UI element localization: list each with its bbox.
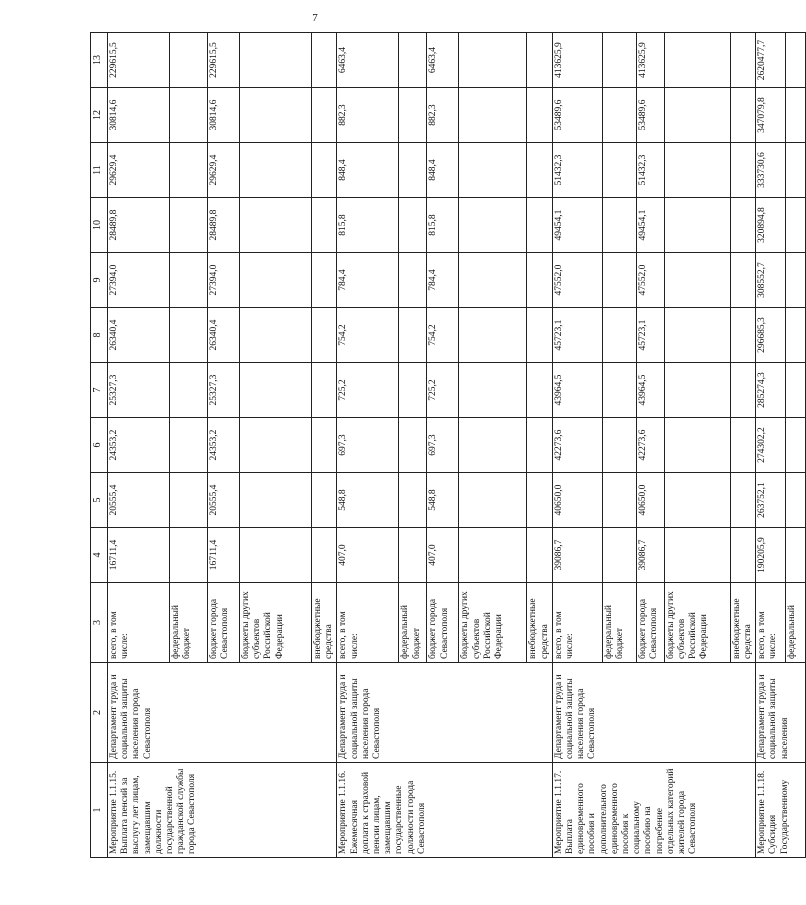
amount-cell <box>170 143 208 198</box>
amount-cell <box>240 473 312 528</box>
amount-cell: 882,3 <box>427 88 459 143</box>
amount-cell <box>240 418 312 473</box>
funding-source-cell: бюджеты других субъектов Российской Федерации <box>664 583 730 663</box>
amount-cell: 43964,5 <box>552 363 602 418</box>
amount-cell <box>399 253 427 308</box>
amount-cell: 51432,3 <box>636 143 664 198</box>
column-header: 4 <box>91 528 108 583</box>
amount-cell: 49454,1 <box>636 198 664 253</box>
funding-source-cell: всего, в том числе: <box>552 583 602 663</box>
amount-cell <box>459 253 527 308</box>
amount-cell: 407,0 <box>427 528 459 583</box>
amount-cell <box>664 528 730 583</box>
amount-cell <box>170 308 208 363</box>
column-header: 7 <box>91 363 108 418</box>
amount-cell: 51432,3 <box>552 143 602 198</box>
amount-cell <box>602 88 636 143</box>
amount-cell: 24353,2 <box>108 418 170 473</box>
amount-cell: 20555,4 <box>208 473 240 528</box>
amount-cell <box>240 308 312 363</box>
amount-cell: 548,8 <box>337 473 399 528</box>
amount-cell: 40650,0 <box>552 473 602 528</box>
amount-cell <box>602 253 636 308</box>
amount-cell: 27394,0 <box>208 253 240 308</box>
amount-cell <box>399 88 427 143</box>
column-header: 3 <box>91 583 108 663</box>
amount-cell <box>459 33 527 88</box>
amount-cell <box>527 528 552 583</box>
amount-cell <box>399 198 427 253</box>
amount-cell <box>527 308 552 363</box>
amount-cell: 43964,5 <box>636 363 664 418</box>
amount-cell: 42273,6 <box>636 418 664 473</box>
amount-cell <box>240 198 312 253</box>
amount-cell: 784,4 <box>337 253 399 308</box>
amount-cell: 413625,9 <box>636 33 664 88</box>
amount-cell <box>240 88 312 143</box>
amount-cell <box>730 418 755 473</box>
amount-cell: 274302,2 <box>756 418 786 473</box>
amount-cell <box>399 473 427 528</box>
amount-cell <box>786 473 806 528</box>
funding-source-cell: федеральный бюджет <box>399 583 427 663</box>
measure-name-cell: Мероприятие 1.1.17. Выплата единовременного пособия и дополнительного единовременного пособия к социальному пособию на погребение отдельных категорий жителей города Севастополя <box>552 763 755 858</box>
amount-cell: 285274,3 <box>756 363 786 418</box>
amount-cell <box>312 33 337 88</box>
amount-cell <box>786 253 806 308</box>
funding-source-cell: бюджет города Севастополя <box>427 583 459 663</box>
amount-cell: 754,2 <box>427 308 459 363</box>
amount-cell: 53489,6 <box>636 88 664 143</box>
amount-cell: 29629,4 <box>208 143 240 198</box>
amount-cell: 320894,8 <box>756 198 786 253</box>
amount-cell <box>786 363 806 418</box>
amount-cell <box>240 253 312 308</box>
amount-cell <box>730 363 755 418</box>
measure-name-cell: Мероприятие 1.1.15. Выплата пенсий за выслугу лет лицам, замещавшим должности государственной гражданской службы города Севастополя <box>108 763 337 858</box>
amount-cell <box>730 308 755 363</box>
amount-cell <box>459 528 527 583</box>
amount-cell <box>312 198 337 253</box>
funding-source-cell: всего, в том числе: <box>108 583 170 663</box>
amount-cell <box>602 528 636 583</box>
amount-cell: 190205,9 <box>756 528 786 583</box>
funding-source-cell: бюджеты других субъектов Российской Федерации <box>240 583 312 663</box>
funding-source-cell: бюджет города Севастополя <box>636 583 664 663</box>
amount-cell <box>170 33 208 88</box>
amount-cell: 20555,4 <box>108 473 170 528</box>
amount-cell <box>602 418 636 473</box>
amount-cell <box>786 418 806 473</box>
amount-cell <box>170 418 208 473</box>
amount-cell: 784,4 <box>427 253 459 308</box>
amount-cell: 548,8 <box>427 473 459 528</box>
amount-cell <box>786 308 806 363</box>
amount-cell: 725,2 <box>337 363 399 418</box>
amount-cell: 263752,1 <box>756 473 786 528</box>
rotated-table-container <box>90 33 798 858</box>
amount-cell: 30814,6 <box>108 88 170 143</box>
amount-cell <box>170 198 208 253</box>
amount-cell <box>602 308 636 363</box>
amount-cell <box>399 143 427 198</box>
amount-cell: 2620477,7 <box>756 33 786 88</box>
amount-cell: 308552,7 <box>756 253 786 308</box>
column-header: 12 <box>91 88 108 143</box>
amount-cell <box>664 253 730 308</box>
amount-cell <box>527 363 552 418</box>
amount-cell <box>459 308 527 363</box>
executor-cell: Департамент труда и социальной защиты населения <box>756 663 806 763</box>
funding-source-cell: федеральный бюджет <box>602 583 636 663</box>
amount-cell <box>459 88 527 143</box>
amount-cell <box>312 528 337 583</box>
amount-cell: 42273,6 <box>552 418 602 473</box>
amount-cell: 26340,4 <box>208 308 240 363</box>
amount-cell <box>312 143 337 198</box>
amount-cell <box>527 143 552 198</box>
funding-source-cell: федеральный бюджет <box>170 583 208 663</box>
executor-cell: Департамент труда и социальной защиты населения города Севастополя <box>337 663 552 763</box>
column-header: 13 <box>91 33 108 88</box>
amount-cell <box>786 143 806 198</box>
column-header: 1 <box>91 763 108 858</box>
amount-cell <box>664 363 730 418</box>
amount-cell: 848,4 <box>337 143 399 198</box>
amount-cell <box>170 363 208 418</box>
amount-cell <box>312 253 337 308</box>
funding-source-cell: внебюджетные средства <box>527 583 552 663</box>
amount-cell <box>240 528 312 583</box>
amount-cell: 39086,7 <box>552 528 602 583</box>
table-row <box>337 33 399 858</box>
amount-cell <box>399 363 427 418</box>
amount-cell: 16711,4 <box>208 528 240 583</box>
amount-cell <box>170 473 208 528</box>
amount-cell <box>459 418 527 473</box>
amount-cell: 229615,5 <box>208 33 240 88</box>
amount-cell: 413625,9 <box>552 33 602 88</box>
executor-cell: Департамент труда и социальной защиты населения города Севастополя <box>552 663 755 763</box>
amount-cell <box>786 33 806 88</box>
amount-cell: 28489,8 <box>208 198 240 253</box>
funding-source-cell: внебюджетные средства <box>312 583 337 663</box>
column-header: 5 <box>91 473 108 528</box>
funding-source-cell: бюджеты других субъектов Российской Федерации <box>459 583 527 663</box>
amount-cell <box>602 473 636 528</box>
amount-cell <box>664 198 730 253</box>
column-header: 8 <box>91 308 108 363</box>
amount-cell <box>664 143 730 198</box>
amount-cell: 16711,4 <box>108 528 170 583</box>
amount-cell <box>399 33 427 88</box>
amount-cell <box>730 528 755 583</box>
funding-source-cell: бюджет города Севастополя <box>208 583 240 663</box>
amount-cell <box>527 473 552 528</box>
page-number: 7 <box>312 12 318 24</box>
amount-cell: 26340,4 <box>108 308 170 363</box>
amount-cell <box>399 418 427 473</box>
amount-cell <box>730 33 755 88</box>
amount-cell: 45723,1 <box>552 308 602 363</box>
amount-cell: 229615,5 <box>108 33 170 88</box>
amount-cell <box>664 88 730 143</box>
amount-cell <box>664 418 730 473</box>
column-header: 11 <box>91 143 108 198</box>
amount-cell: 407,0 <box>337 528 399 583</box>
amount-cell <box>527 88 552 143</box>
amount-cell <box>602 198 636 253</box>
amount-cell: 45723,1 <box>636 308 664 363</box>
amount-cell: 27394,0 <box>108 253 170 308</box>
column-header: 6 <box>91 418 108 473</box>
amount-cell <box>730 143 755 198</box>
amount-cell: 30814,6 <box>208 88 240 143</box>
amount-cell <box>664 33 730 88</box>
amount-cell <box>786 88 806 143</box>
amount-cell: 725,2 <box>427 363 459 418</box>
amount-cell <box>664 473 730 528</box>
amount-cell: 53489,6 <box>552 88 602 143</box>
amount-cell: 882,3 <box>337 88 399 143</box>
amount-cell <box>399 528 427 583</box>
amount-cell <box>527 33 552 88</box>
amount-cell <box>399 308 427 363</box>
table-row <box>756 33 786 858</box>
amount-cell <box>527 418 552 473</box>
amount-cell: 848,4 <box>427 143 459 198</box>
amount-cell <box>602 143 636 198</box>
amount-cell <box>527 253 552 308</box>
table-row <box>108 33 170 858</box>
program-funding-table <box>90 32 806 858</box>
amount-cell <box>170 253 208 308</box>
executor-cell: Департамент труда и социальной защиты населения города Севастополя <box>108 663 337 763</box>
amount-cell <box>459 198 527 253</box>
funding-source-cell: всего, в том числе: <box>337 583 399 663</box>
amount-cell: 6463,4 <box>427 33 459 88</box>
amount-cell <box>730 473 755 528</box>
column-header: 2 <box>91 663 108 763</box>
funding-source-cell: федеральный <box>786 583 806 663</box>
amount-cell <box>602 363 636 418</box>
amount-cell <box>459 363 527 418</box>
measure-name-cell: Мероприятие 1.1.16. Ежемесячная доплата к страховой пенсии лицам, замещавшим государственные должности города Севастополя <box>337 763 552 858</box>
amount-cell <box>312 88 337 143</box>
column-header: 10 <box>91 198 108 253</box>
amount-cell: 333730,6 <box>756 143 786 198</box>
amount-cell <box>459 143 527 198</box>
amount-cell <box>730 253 755 308</box>
amount-cell: 47552,0 <box>552 253 602 308</box>
amount-cell: 697,3 <box>337 418 399 473</box>
amount-cell <box>786 198 806 253</box>
amount-cell <box>170 88 208 143</box>
amount-cell: 49454,1 <box>552 198 602 253</box>
amount-cell: 28489,8 <box>108 198 170 253</box>
amount-cell: 24353,2 <box>208 418 240 473</box>
amount-cell: 815,8 <box>427 198 459 253</box>
amount-cell: 25327,3 <box>208 363 240 418</box>
amount-cell <box>240 33 312 88</box>
amount-cell: 6463,4 <box>337 33 399 88</box>
amount-cell <box>730 88 755 143</box>
measure-name-cell: Мероприятие 1.1.18. Субсидия Государственному <box>756 763 806 858</box>
column-number-row <box>91 33 108 858</box>
amount-cell: 40650,0 <box>636 473 664 528</box>
amount-cell <box>459 473 527 528</box>
amount-cell: 815,8 <box>337 198 399 253</box>
amount-cell <box>170 528 208 583</box>
amount-cell: 754,2 <box>337 308 399 363</box>
amount-cell <box>312 473 337 528</box>
amount-cell <box>786 528 806 583</box>
amount-cell <box>312 363 337 418</box>
amount-cell: 47552,0 <box>636 253 664 308</box>
funding-source-cell: внебюджетные средства <box>730 583 755 663</box>
amount-cell: 29629,4 <box>108 143 170 198</box>
amount-cell: 347079,8 <box>756 88 786 143</box>
amount-cell <box>730 198 755 253</box>
amount-cell <box>312 418 337 473</box>
amount-cell <box>527 198 552 253</box>
funding-source-cell: всего, в том числе: <box>756 583 786 663</box>
amount-cell: 296685,3 <box>756 308 786 363</box>
amount-cell <box>602 33 636 88</box>
amount-cell <box>664 308 730 363</box>
table-row <box>552 33 602 858</box>
amount-cell <box>240 143 312 198</box>
amount-cell: 697,3 <box>427 418 459 473</box>
amount-cell: 25327,3 <box>108 363 170 418</box>
amount-cell <box>240 363 312 418</box>
column-header: 9 <box>91 253 108 308</box>
amount-cell: 39086,7 <box>636 528 664 583</box>
amount-cell <box>312 308 337 363</box>
